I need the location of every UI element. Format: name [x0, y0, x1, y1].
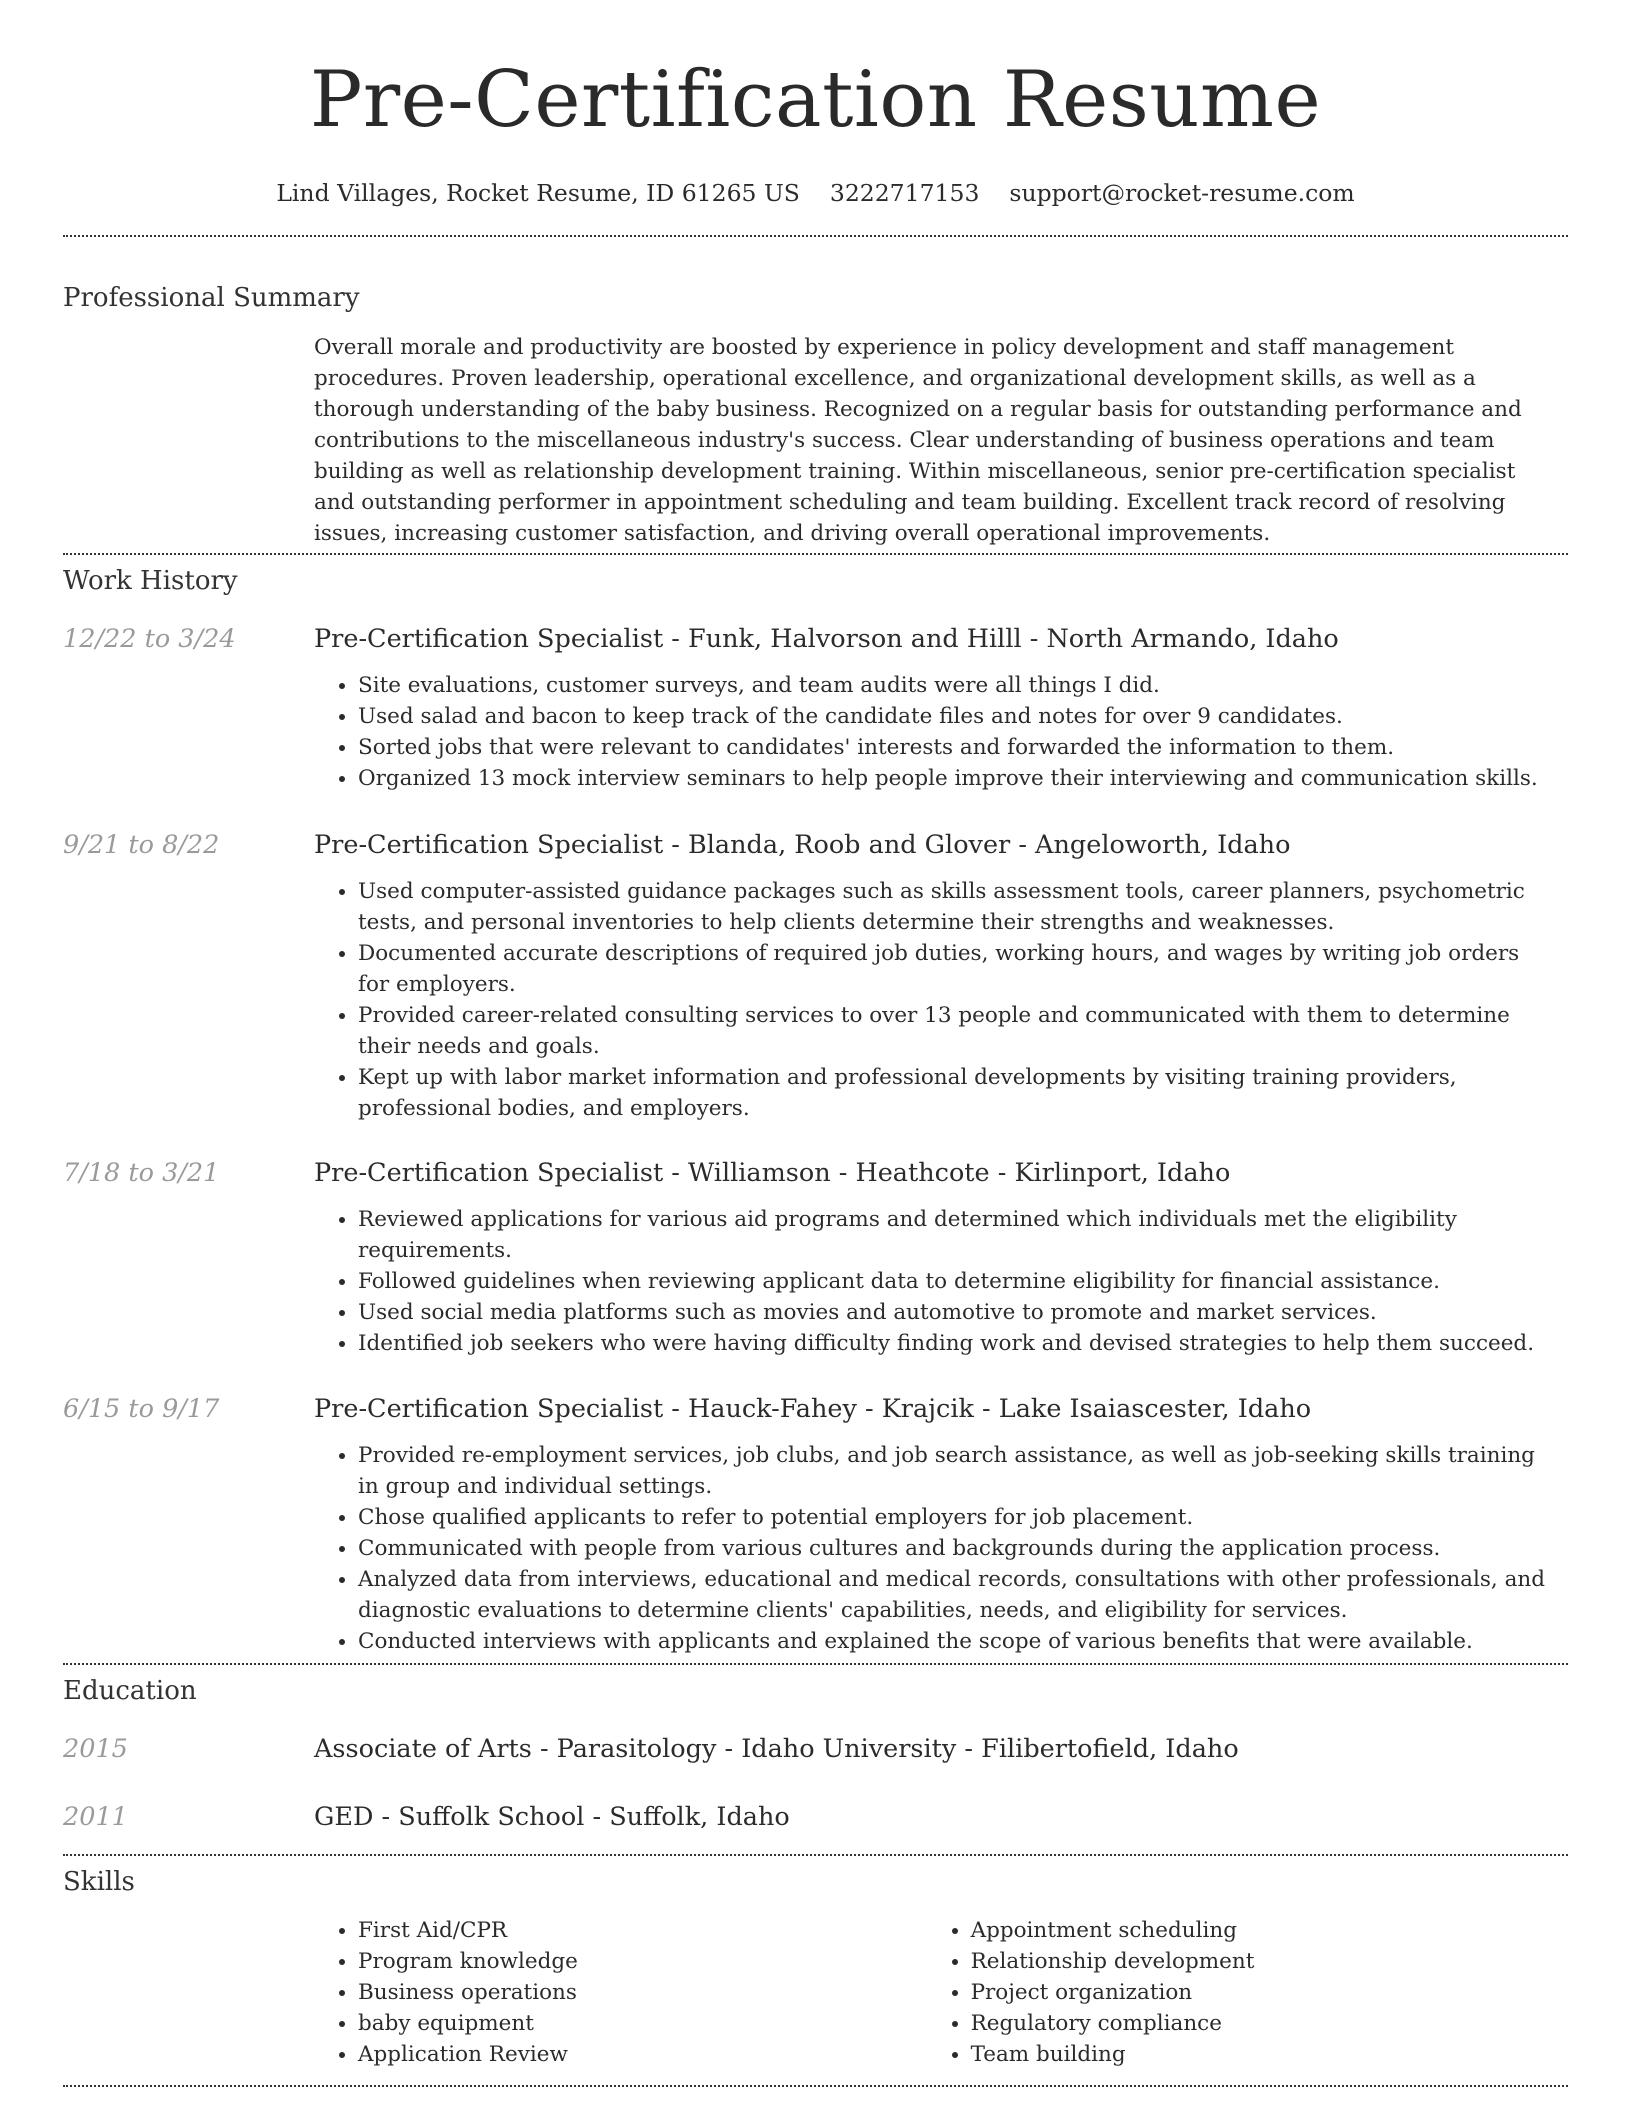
list-item: • Application Review — [358, 2039, 927, 2070]
summary-text: Overall morale and productivity are boosted by experience in policy development and staff management procedures. Proven leadership, operational excellence, and organizational development skills, as well as a thorough understanding of the baby business. Recognized on a regular basis for outstanding performance and contributions to the miscellaneous industry's success. Clear understanding of business operations and team building as well as relationship development training. Within miscellaneous, senior pre-certification specialist and outstanding performer in appointment scheduling and team building. Excellent track record of resolving issues, increasing customer satisfaction, and driving overall operational improvements. — [314, 335, 1522, 546]
education-year: 2015 — [63, 1734, 128, 1764]
skills-column-right — [927, 1915, 1568, 2070]
list-item: • Used salad and bacon to keep track of the candidate files and notes for over 9 candidates. — [358, 701, 1548, 732]
job-bullets — [314, 1440, 1568, 1657]
list-item: • Sorted jobs that were relevant to candidates' interests and forwarded the information to them. — [358, 732, 1548, 763]
contact-email[interactable]: support@rocket-resume.com — [1009, 179, 1355, 207]
section-heading-skills: Skills — [63, 1867, 135, 1897]
list-item: • baby equipment — [358, 2008, 927, 2039]
list-item: • Appointment scheduling — [971, 1915, 1568, 1946]
list-item: • Program knowledge — [358, 1946, 927, 1977]
divider — [63, 235, 1568, 237]
list-item: • Team building — [971, 2039, 1568, 2070]
job-title: Pre-Certification Specialist - Hauck-Fahey - Krajcik - Lake Isaiascester, Idaho — [314, 1394, 1312, 1424]
list-item: • Organized 13 mock interview seminars to help people improve their interviewing and communication skills. — [358, 763, 1548, 794]
job-title: Pre-Certification Specialist - Funk, Halvorson and Hilll - North Armando, Idaho — [314, 624, 1339, 654]
section-heading-work: Work History — [63, 566, 238, 596]
list-item: • Identified job seekers who were having difficulty finding work and devised strategies to help them succeed. — [358, 1328, 1548, 1359]
job-title: Pre-Certification Specialist - Williamson - Heathcote - Kirlinport, Idaho — [314, 1158, 1231, 1188]
job-bullets — [314, 1204, 1568, 1359]
job-entry — [63, 1156, 1568, 1359]
list-item: • Kept up with labor market information and professional developments by visiting training providers, professional bodies, and employers. — [358, 1062, 1548, 1124]
list-item: • Provided career-related consulting services to over 13 people and communicated with them to determine their needs and goals. — [358, 1000, 1548, 1062]
job-dates: 6/15 to 9/17 — [63, 1394, 220, 1424]
list-item: • Business operations — [358, 1977, 927, 2008]
contact-phone: 3222717153 — [829, 179, 980, 207]
job-dates: 12/22 to 3/24 — [63, 624, 236, 654]
resume-title: Pre-Certification Resume — [309, 55, 1322, 145]
job-title: Pre-Certification Specialist - Blanda, Roob and Glover - Angeloworth, Idaho — [314, 830, 1291, 860]
education-entry — [63, 1800, 1568, 1834]
section-heading-summary: Professional Summary — [63, 283, 360, 313]
contact-address: Lind Villages, Rocket Resume, ID 61265 US — [276, 179, 800, 207]
education-entry — [63, 1732, 1568, 1766]
divider — [63, 553, 1568, 555]
divider — [63, 2085, 1568, 2087]
contact-line — [63, 178, 1568, 208]
job-entry — [63, 1392, 1568, 1657]
divider — [63, 1854, 1568, 1856]
list-item: • Regulatory compliance — [971, 2008, 1568, 2039]
list-item: • Reviewed applications for various aid programs and determined which individuals met the eligibility requirements. — [358, 1204, 1548, 1266]
list-item: • Project organization — [971, 1977, 1568, 2008]
list-item: • Chose qualified applicants to refer to potential employers for job placement. — [358, 1502, 1548, 1533]
education-degree: Associate of Arts - Parasitology - Idaho University - Filibertofield, Idaho — [314, 1734, 1239, 1764]
list-item: • Conducted interviews with applicants and explained the scope of various benefits that were available. — [358, 1626, 1548, 1657]
list-item: • Communicated with people from various cultures and backgrounds during the application process. — [358, 1533, 1548, 1564]
section-heading-education: Education — [63, 1676, 197, 1706]
list-item: • Provided re-employment services, job clubs, and job search assistance, as well as job-seeking skills training in group and individual settings. — [358, 1440, 1548, 1502]
education-degree: GED - Suffolk School - Suffolk, Idaho — [314, 1802, 790, 1832]
list-item: • Used computer-assisted guidance packages such as skills assessment tools, career planners, psychometric tests, and personal inventories to help clients determine their strengths and weaknesses. — [358, 876, 1548, 938]
skills-column-left — [314, 1915, 927, 2070]
job-bullets — [314, 876, 1568, 1124]
list-item: • Documented accurate descriptions of required job duties, working hours, and wages by writing job orders for employers. — [358, 938, 1548, 1000]
list-item: • Followed guidelines when reviewing applicant data to determine eligibility for financial assistance. — [358, 1266, 1548, 1297]
job-dates: 9/21 to 8/22 — [63, 830, 220, 860]
divider — [63, 1663, 1568, 1665]
job-bullets — [314, 670, 1568, 794]
list-item: • Analyzed data from interviews, educational and medical records, consultations with other professionals, and diagnostic evaluations to determine clients' capabilities, needs, and eligibility for services. — [358, 1564, 1548, 1626]
list-item: • Relationship development — [971, 1946, 1568, 1977]
education-year: 2011 — [63, 1802, 128, 1832]
job-entry — [63, 828, 1568, 1124]
resume-page — [63, 0, 1568, 2087]
list-item: • Used social media platforms such as movies and automotive to promote and market services. — [358, 1297, 1548, 1328]
list-item: • First Aid/CPR — [358, 1915, 927, 1946]
job-dates: 7/18 to 3/21 — [63, 1158, 220, 1188]
list-item: • Site evaluations, customer surveys, and team audits were all things I did. — [358, 670, 1548, 701]
skills-list — [314, 1915, 1568, 2070]
job-entry — [63, 622, 1568, 794]
